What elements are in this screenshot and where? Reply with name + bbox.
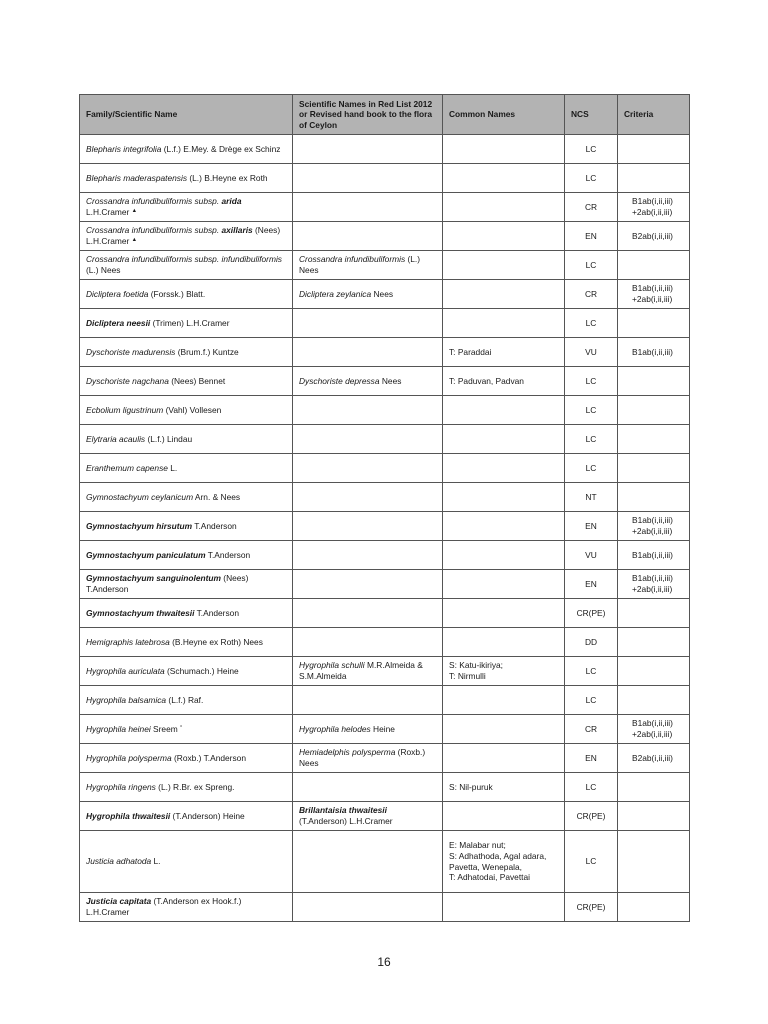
criteria-cell [618, 686, 690, 715]
table-row [80, 657, 690, 686]
criteria-cell-line: +2ab(i,ii,iii) [632, 526, 673, 536]
scientific-name-cell-segment: subsp. [192, 196, 222, 207]
red-list-name-cell [293, 454, 443, 483]
criteria-cell [618, 280, 690, 309]
scientific-name-cell-segment: Hygrophila auriculata [86, 665, 165, 676]
red-list-name-cell [293, 773, 443, 802]
common-names-cell [443, 338, 565, 367]
ncs-status-cell: LC [565, 309, 618, 338]
common-names-cell [443, 715, 565, 744]
ncs-status-cell: CR [565, 193, 618, 222]
scientific-name-cell-segment: (T.Anderson) Heine [170, 810, 245, 821]
ncs-status-cell: EN [565, 570, 618, 599]
scientific-name-cell [80, 338, 293, 367]
scientific-name-cell-segment: T.Anderson [205, 549, 251, 560]
scientific-name-cell [80, 367, 293, 396]
table-row [80, 570, 690, 599]
scientific-name-cell [80, 425, 293, 454]
ncs-status-cell: LC [565, 135, 618, 164]
criteria-cell [618, 831, 690, 893]
common-names-cell [443, 512, 565, 541]
species-table [79, 94, 690, 922]
ncs-status-cell: NT [565, 483, 618, 512]
ncs-status-cell: LC [565, 657, 618, 686]
red-list-name-cell [293, 744, 443, 773]
red-list-name-cell [293, 135, 443, 164]
scientific-name-cell-segment: subsp. [192, 225, 222, 236]
criteria-cell [618, 193, 690, 222]
scientific-name-cell-segment: Gymnostachyum ceylanicum [86, 491, 194, 502]
table-row [80, 686, 690, 715]
scientific-name-cell-segment: (Brum.f.) Kuntze [175, 346, 239, 357]
scientific-name-cell [80, 309, 293, 338]
scientific-name-cell-segment: Hygrophila polysperma [86, 752, 172, 763]
table-row [80, 280, 690, 309]
common-names-cell-line: S: Katu-ikiriya; [449, 660, 503, 671]
table-row [80, 715, 690, 744]
red-list-name-cell [293, 425, 443, 454]
scientific-name-cell-segment: Gymnostachyum hirsutum [86, 520, 193, 531]
criteria-cell-line: B2ab(i,ii,iii) [632, 230, 673, 241]
header-criteria: Criteria [618, 95, 690, 135]
criteria-cell [618, 222, 690, 251]
criteria-cell [618, 454, 690, 483]
scientific-name-cell-segment: Arn. & Nees [193, 491, 241, 502]
scientific-name-cell [80, 251, 293, 280]
common-names-cell [443, 599, 565, 628]
table-row [80, 541, 690, 570]
page-number: 16 [377, 955, 391, 969]
red-list-name-cell [293, 164, 443, 193]
scientific-name-cell-segment: Dicliptera neesii [86, 317, 151, 328]
red-list-name-cell [293, 251, 443, 280]
table-row [80, 367, 690, 396]
criteria-cell-line: B1ab(i,ii,iii) [632, 346, 673, 357]
scientific-name-cell [80, 628, 293, 657]
scientific-name-cell-segment: axillaris [221, 225, 253, 236]
scientific-name-cell-segment: (L.) Nees [86, 265, 121, 275]
scientific-name-cell-segment: Dicliptera foetida [86, 288, 149, 299]
criteria-cell [618, 425, 690, 454]
criteria-cell-line: B1ab(i,ii,iii) [632, 196, 673, 207]
common-names-cell-line: T: Nirmulli [449, 671, 486, 681]
table-row [80, 744, 690, 773]
scientific-name-cell [80, 454, 293, 483]
scientific-name-cell [80, 135, 293, 164]
red-list-name-cell [293, 570, 443, 599]
scientific-name-cell-segment: Hemigraphis latebrosa [86, 636, 170, 647]
red-list-name-cell [293, 686, 443, 715]
scientific-name-cell-segment: Hygrophila heinei [86, 723, 151, 734]
criteria-cell [618, 773, 690, 802]
common-names-cell [443, 628, 565, 657]
scientific-name-cell-segment: (Nees) T.Anderson [86, 573, 249, 594]
scientific-name-cell-segment: L.H.Cramer [86, 207, 132, 217]
ncs-status-cell: LC [565, 396, 618, 425]
common-names-cell [443, 396, 565, 425]
common-names-cell [443, 686, 565, 715]
common-names-cell-line: S: Nil-puruk [449, 781, 493, 792]
criteria-cell-line: B1ab(i,ii,iii) [632, 549, 673, 560]
scientific-name-cell-segment: (Schumach.) Heine [164, 665, 239, 676]
common-names-cell [443, 831, 565, 893]
scientific-name-cell-segment: Gymnostachyum sanguinolentum [86, 573, 221, 584]
common-names-cell [443, 893, 565, 922]
red-list-name-cell [293, 367, 443, 396]
red-list-name-cell [293, 222, 443, 251]
common-names-cell [443, 425, 565, 454]
red-list-name-cell-segment: Brillantaisia thwaitesii [299, 805, 387, 816]
scientific-name-cell-segment: Dyschoriste madurensis [86, 346, 176, 357]
table-row [80, 135, 690, 164]
red-list-name-cell-segment: Nees [371, 288, 394, 299]
criteria-cell-line: +2ab(i,ii,iii) [632, 584, 673, 594]
common-names-cell-line: S: Adhathoda, Agal adara, Pavetta, Wenepala, [449, 850, 547, 872]
scientific-name-cell-segment: Crossandra infundibuliformis [86, 196, 193, 207]
common-names-cell-line: T: Adhatodai, Pavettai [449, 872, 531, 883]
scientific-name-cell [80, 541, 293, 570]
table-row [80, 483, 690, 512]
scientific-name-cell-segment: Justicia adhatoda [86, 856, 152, 867]
common-names-cell-line: T: Paraddai [449, 346, 492, 357]
scientific-name-cell [80, 512, 293, 541]
criteria-cell-line: B1ab(i,ii,iii) [632, 283, 673, 294]
ncs-status-cell: LC [565, 367, 618, 396]
ncs-status-cell: DD [565, 628, 618, 657]
common-names-cell [443, 367, 565, 396]
scientific-name-cell [80, 280, 293, 309]
scientific-name-cell-segment: Sreem [150, 723, 181, 734]
ncs-status-cell: LC [565, 831, 618, 893]
criteria-cell [618, 541, 690, 570]
common-names-cell [443, 657, 565, 686]
table-row [80, 773, 690, 802]
scientific-name-cell [80, 164, 293, 193]
scientific-name-cell-segment: (Forssk.) Blatt. [148, 288, 206, 299]
criteria-cell [618, 367, 690, 396]
ncs-status-cell: LC [565, 251, 618, 280]
red-list-name-cell [293, 715, 443, 744]
table-row [80, 628, 690, 657]
ncs-status-cell: VU [565, 541, 618, 570]
common-names-cell [443, 483, 565, 512]
table-row [80, 893, 690, 922]
scientific-name-cell-segment: Crossandra infundibuliformis [86, 254, 193, 265]
red-list-name-cell-segment: (T.Anderson) L.H.Cramer [299, 816, 393, 826]
criteria-cell [618, 483, 690, 512]
scientific-name-cell-segment: Elytraria acaulis [86, 433, 146, 444]
scientific-name-cell-segment: Dyschoriste nagchana [86, 375, 169, 386]
table-row [80, 251, 690, 280]
scientific-name-cell [80, 599, 293, 628]
red-list-name-cell [293, 483, 443, 512]
ncs-status-cell: LC [565, 425, 618, 454]
criteria-cell [618, 628, 690, 657]
table-row [80, 831, 690, 893]
common-names-cell [443, 135, 565, 164]
common-names-cell [443, 222, 565, 251]
scientific-name-cell [80, 802, 293, 831]
header-red-list-name: Scientific Names in Red List 2012 or Revised hand book to the flora of Ceylon [293, 95, 443, 135]
ncs-status-cell: EN [565, 744, 618, 773]
scientific-name-cell-segment: (Vahl) Vollesen [163, 404, 222, 415]
criteria-cell [618, 309, 690, 338]
scientific-name-cell-segment: infundibuliformis [221, 254, 282, 265]
scientific-name-cell-segment: (B.Heyne ex Roth) Nees [169, 636, 263, 647]
scientific-name-cell-segment: ▲ [131, 237, 138, 243]
red-list-name-cell [293, 338, 443, 367]
scientific-name-cell-segment: (Trimen) L.H.Cramer [150, 317, 230, 328]
scientific-name-cell-segment: L. [151, 856, 161, 867]
ncs-status-cell: LC [565, 454, 618, 483]
table-row [80, 425, 690, 454]
scientific-name-cell-segment: Hygrophila balsamica [86, 694, 167, 705]
scientific-name-cell-segment: Gymnostachyum paniculatum [86, 549, 206, 560]
red-list-name-cell-segment: Nees [379, 375, 402, 386]
ncs-status-cell: EN [565, 222, 618, 251]
scientific-name-cell [80, 570, 293, 599]
criteria-cell-line: B1ab(i,ii,iii) [632, 718, 673, 729]
red-list-name-cell [293, 193, 443, 222]
criteria-cell-line: B1ab(i,ii,iii) [632, 573, 673, 584]
red-list-name-cell [293, 657, 443, 686]
common-names-cell [443, 280, 565, 309]
scientific-name-cell-segment: Eranthemum capense [86, 462, 168, 473]
criteria-cell [618, 164, 690, 193]
table-row [80, 396, 690, 425]
criteria-cell-line: +2ab(i,ii,iii) [632, 294, 673, 304]
ncs-status-cell: CR [565, 280, 618, 309]
table-row [80, 164, 690, 193]
table-row [80, 338, 690, 367]
scientific-name-cell-segment: L. [167, 462, 178, 473]
criteria-cell [618, 512, 690, 541]
common-names-cell [443, 454, 565, 483]
criteria-cell [618, 135, 690, 164]
ncs-status-cell: LC [565, 164, 618, 193]
header-family-scientific-name: Family/Scientific Name [80, 95, 293, 135]
red-list-name-cell [293, 396, 443, 425]
scientific-name-cell [80, 686, 293, 715]
red-list-name-cell-segment: Hygrophila helodes [299, 723, 371, 734]
red-list-name-cell-segment: Dyschoriste depressa [299, 375, 380, 386]
ncs-status-cell: LC [565, 773, 618, 802]
criteria-cell [618, 570, 690, 599]
table-header-row [80, 95, 690, 135]
common-names-cell [443, 802, 565, 831]
scientific-name-cell [80, 396, 293, 425]
scientific-name-cell [80, 483, 293, 512]
scientific-name-cell-segment: Gymnostachyum thwaitesii [86, 607, 195, 618]
red-list-name-cell [293, 280, 443, 309]
ncs-status-cell: CR(PE) [565, 599, 618, 628]
red-list-name-cell-segment: Heine [370, 723, 395, 734]
common-names-cell [443, 193, 565, 222]
scientific-name-cell-segment: Blepharis maderaspatensis [86, 172, 188, 183]
criteria-cell-line: B2ab(i,ii,iii) [632, 752, 673, 763]
criteria-cell [618, 893, 690, 922]
criteria-cell [618, 715, 690, 744]
red-list-name-cell-segment: (L.) Nees [299, 254, 421, 275]
header-common-names: Common Names [443, 95, 565, 135]
ncs-status-cell: CR [565, 715, 618, 744]
common-names-cell [443, 309, 565, 338]
scientific-name-cell [80, 193, 293, 222]
common-names-cell-line: T: Paduvan, Padvan [449, 375, 524, 386]
scientific-name-cell-segment: T.Anderson [192, 520, 237, 531]
ncs-status-cell: CR(PE) [565, 893, 618, 922]
criteria-cell [618, 657, 690, 686]
criteria-cell-line: +2ab(i,ii,iii) [632, 207, 673, 217]
common-names-cell [443, 251, 565, 280]
scientific-name-cell-segment: T.Anderson [194, 607, 239, 618]
scientific-name-cell-segment: subsp. [192, 254, 222, 265]
scientific-name-cell-segment: (L.) B.Heyne ex Roth [187, 172, 268, 183]
ncs-status-cell: LC [565, 686, 618, 715]
scientific-name-cell-segment: (L.f.) Lindau [145, 433, 193, 444]
scientific-name-cell-segment: (L.) R.Br. ex Spreng. [155, 781, 235, 792]
scientific-name-cell-segment: (L.f.) E.Mey. & Drège ex Schinz [161, 143, 281, 154]
ncs-status-cell: EN [565, 512, 618, 541]
scientific-name-cell-segment: (T.Anderson ex Hook.f.) L.H.Cramer [86, 896, 242, 917]
table-row [80, 802, 690, 831]
red-list-name-cell [293, 541, 443, 570]
scientific-name-cell-segment: (Nees) L.H.Cramer [86, 225, 281, 246]
scientific-name-cell-segment: Blepharis integrifolia [86, 143, 162, 154]
scientific-name-cell-segment: (Nees) Bennet [168, 375, 226, 386]
criteria-cell [618, 396, 690, 425]
scientific-name-cell-segment: Hygrophila ringens [86, 781, 156, 792]
scientific-name-cell [80, 715, 293, 744]
criteria-cell [618, 338, 690, 367]
red-list-name-cell [293, 628, 443, 657]
red-list-name-cell [293, 599, 443, 628]
table-row [80, 454, 690, 483]
scientific-name-cell-segment: ° [180, 724, 183, 731]
red-list-name-cell [293, 309, 443, 338]
scientific-name-cell [80, 831, 293, 893]
criteria-cell [618, 802, 690, 831]
scientific-name-cell [80, 657, 293, 686]
criteria-cell-line: +2ab(i,ii,iii) [632, 729, 673, 739]
ncs-status-cell: CR(PE) [565, 802, 618, 831]
criteria-cell-line: B1ab(i,ii,iii) [632, 515, 673, 526]
scientific-name-cell-segment: Crossandra infundibuliformis [86, 225, 193, 236]
table-row [80, 309, 690, 338]
common-names-cell [443, 164, 565, 193]
criteria-cell [618, 251, 690, 280]
ncs-status-cell: VU [565, 338, 618, 367]
scientific-name-cell-segment: Justicia capitata [86, 896, 152, 907]
table-body [80, 135, 690, 922]
red-list-name-cell-segment: Dicliptera zeylanica [299, 288, 372, 299]
scientific-name-cell-segment: (L.f.) Raf. [166, 694, 204, 705]
scientific-name-cell [80, 222, 293, 251]
common-names-cell [443, 570, 565, 599]
red-list-name-cell-segment: Crossandra infundibuliformis [299, 254, 406, 265]
scientific-name-cell [80, 773, 293, 802]
red-list-name-cell-segment: M.R.Almeida & S.M.Almeida [299, 660, 423, 681]
red-list-name-cell [293, 802, 443, 831]
red-list-name-cell [293, 831, 443, 893]
common-names-cell [443, 744, 565, 773]
scientific-name-cell [80, 893, 293, 922]
table-row [80, 512, 690, 541]
red-list-name-cell [293, 512, 443, 541]
scientific-name-cell-segment: (Roxb.) T.Anderson [171, 752, 246, 763]
red-list-name-cell-segment: Hemiadelphis polysperma [299, 747, 396, 758]
scientific-name-cell-segment: ▲ [131, 208, 138, 214]
scientific-name-cell-segment: Hygrophila thwaitesii [86, 810, 171, 821]
table-row [80, 193, 690, 222]
scientific-name-cell [80, 744, 293, 773]
common-names-cell [443, 773, 565, 802]
criteria-cell [618, 744, 690, 773]
table-row [80, 222, 690, 251]
red-list-name-cell-segment: (Roxb.) Nees [299, 747, 426, 768]
red-list-name-cell [293, 893, 443, 922]
red-list-name-cell-segment: Hygrophila schulli [299, 660, 365, 671]
scientific-name-cell-segment: arida [221, 196, 242, 207]
table-row [80, 599, 690, 628]
scientific-name-cell-segment: Ecbolium ligustrinum [86, 404, 164, 415]
header-ncs: NCS [565, 95, 618, 135]
common-names-cell [443, 541, 565, 570]
criteria-cell [618, 599, 690, 628]
common-names-cell-line: E: Malabar nut; [449, 840, 506, 851]
